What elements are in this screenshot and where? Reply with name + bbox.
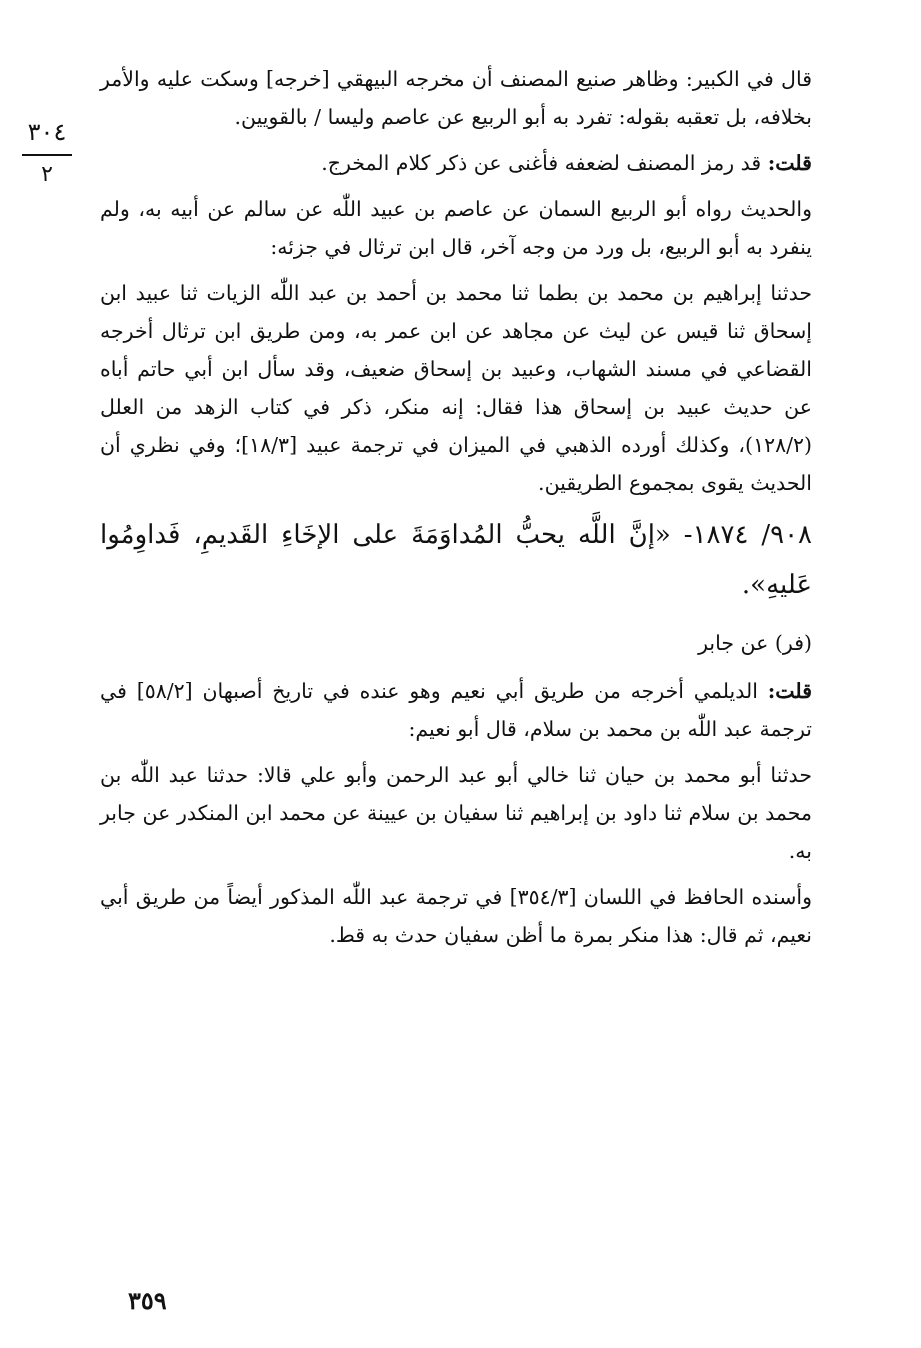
qultu-label: قلت: [767,151,812,175]
main-text [100,60,812,962]
paragraph-commentary-1: قال في الكبير: وظاهر صنيع المصنف أن مخرجه البيهقي [خرجه] وسكت عليه والأمر بخلافه، بل تعقبه بقوله: تفرد به أبو الربيع عن عاصم وليسا / بالقويين. [100,67,812,129]
paragraph-isnad-1: حدثنا إبراهيم بن محمد بن بطما ثنا محمد بن أحمد بن عبد اللّٰه الزيات ثنا عبيد ابن إسحاق ثنا قيس عن ليث عن مجاهد عن ابن عمر به، ومن طريق ابن ترثال أخرجه القضاعي في مسند الشهاب، وعبيد بن إسحاق ضعيف، وقد سأل ابن أبي حاتم أباه عن حديث عبيد بن إسحاق هذا فقال: إنه منكر، ذكر في كتاب الزهد من العلل (١٢٨/٢)، وكذلك أورده الذهبي في الميزان في ترجمة عبيد [١٨/٣]؛ وفي نظري أن الحديث يقوى بمجموع الطريقين. [100,281,813,495]
paragraph-qultu-1 [100,144,812,182]
page-number: ٣٥٩ [128,1286,167,1315]
qultu-label: قلت: [767,679,813,703]
paragraph-lisan: وأسنده الحافظ في اللسان [٣٥٤/٣] في ترجمة عبد اللّٰه المذكور أيضاً من طريق أبي نعيم، ثم قال: هذا منكر بمرة ما أظن سفيان حدث به قط. [100,885,812,947]
paragraph-isnad-2: حدثنا أبو محمد بن حيان ثنا خالي أبو عبد الرحمن وأبو علي قالا: حدثنا عبد اللّٰه بن محمد بن سلام ثنا داود بن إبراهيم ثنا سفيان بن عيينة عن محمد ابن المنكدر عن جابر به. [100,763,812,863]
qultu-text: قد رمز المصنف لضعفه فأغنى عن ذكر كلام المخرج. [321,151,768,175]
qultu-text: الديلمي أخرجه من طريق أبي نعيم وهو عنده في تاريخ أصبهان [٥٨/٢] في ترجمة عبد اللّٰه بن محمد بن سلام، قال أبو نعيم: [100,679,812,741]
margin-ref-top: ٣٠٤ [27,118,67,146]
paragraph-hadith-routes: والحديث رواه أبو الربيع السمان عن عاصم بن عبيد اللّٰه عن سالم عن أبيه به، ولم ينفرد به أبو الربيع، بل ورد من وجه آخر، قال ابن ترثال في جزئه: [100,197,812,259]
hadith-source: (فر) عن جابر [698,631,812,655]
margin-page-reference [18,118,76,188]
paragraph-qultu-2 [100,672,812,748]
hadith-text: ٩٠٨/ ١٨٧٤- «إنَّ اللَّه يحبُّ المُداوَمَةَ على الإخَاءِ القَديمِ، فَداوِمُوا عَليهِ». [100,520,813,600]
margin-ref-divider [22,154,72,156]
margin-ref-bottom: ٢ [41,162,53,187]
